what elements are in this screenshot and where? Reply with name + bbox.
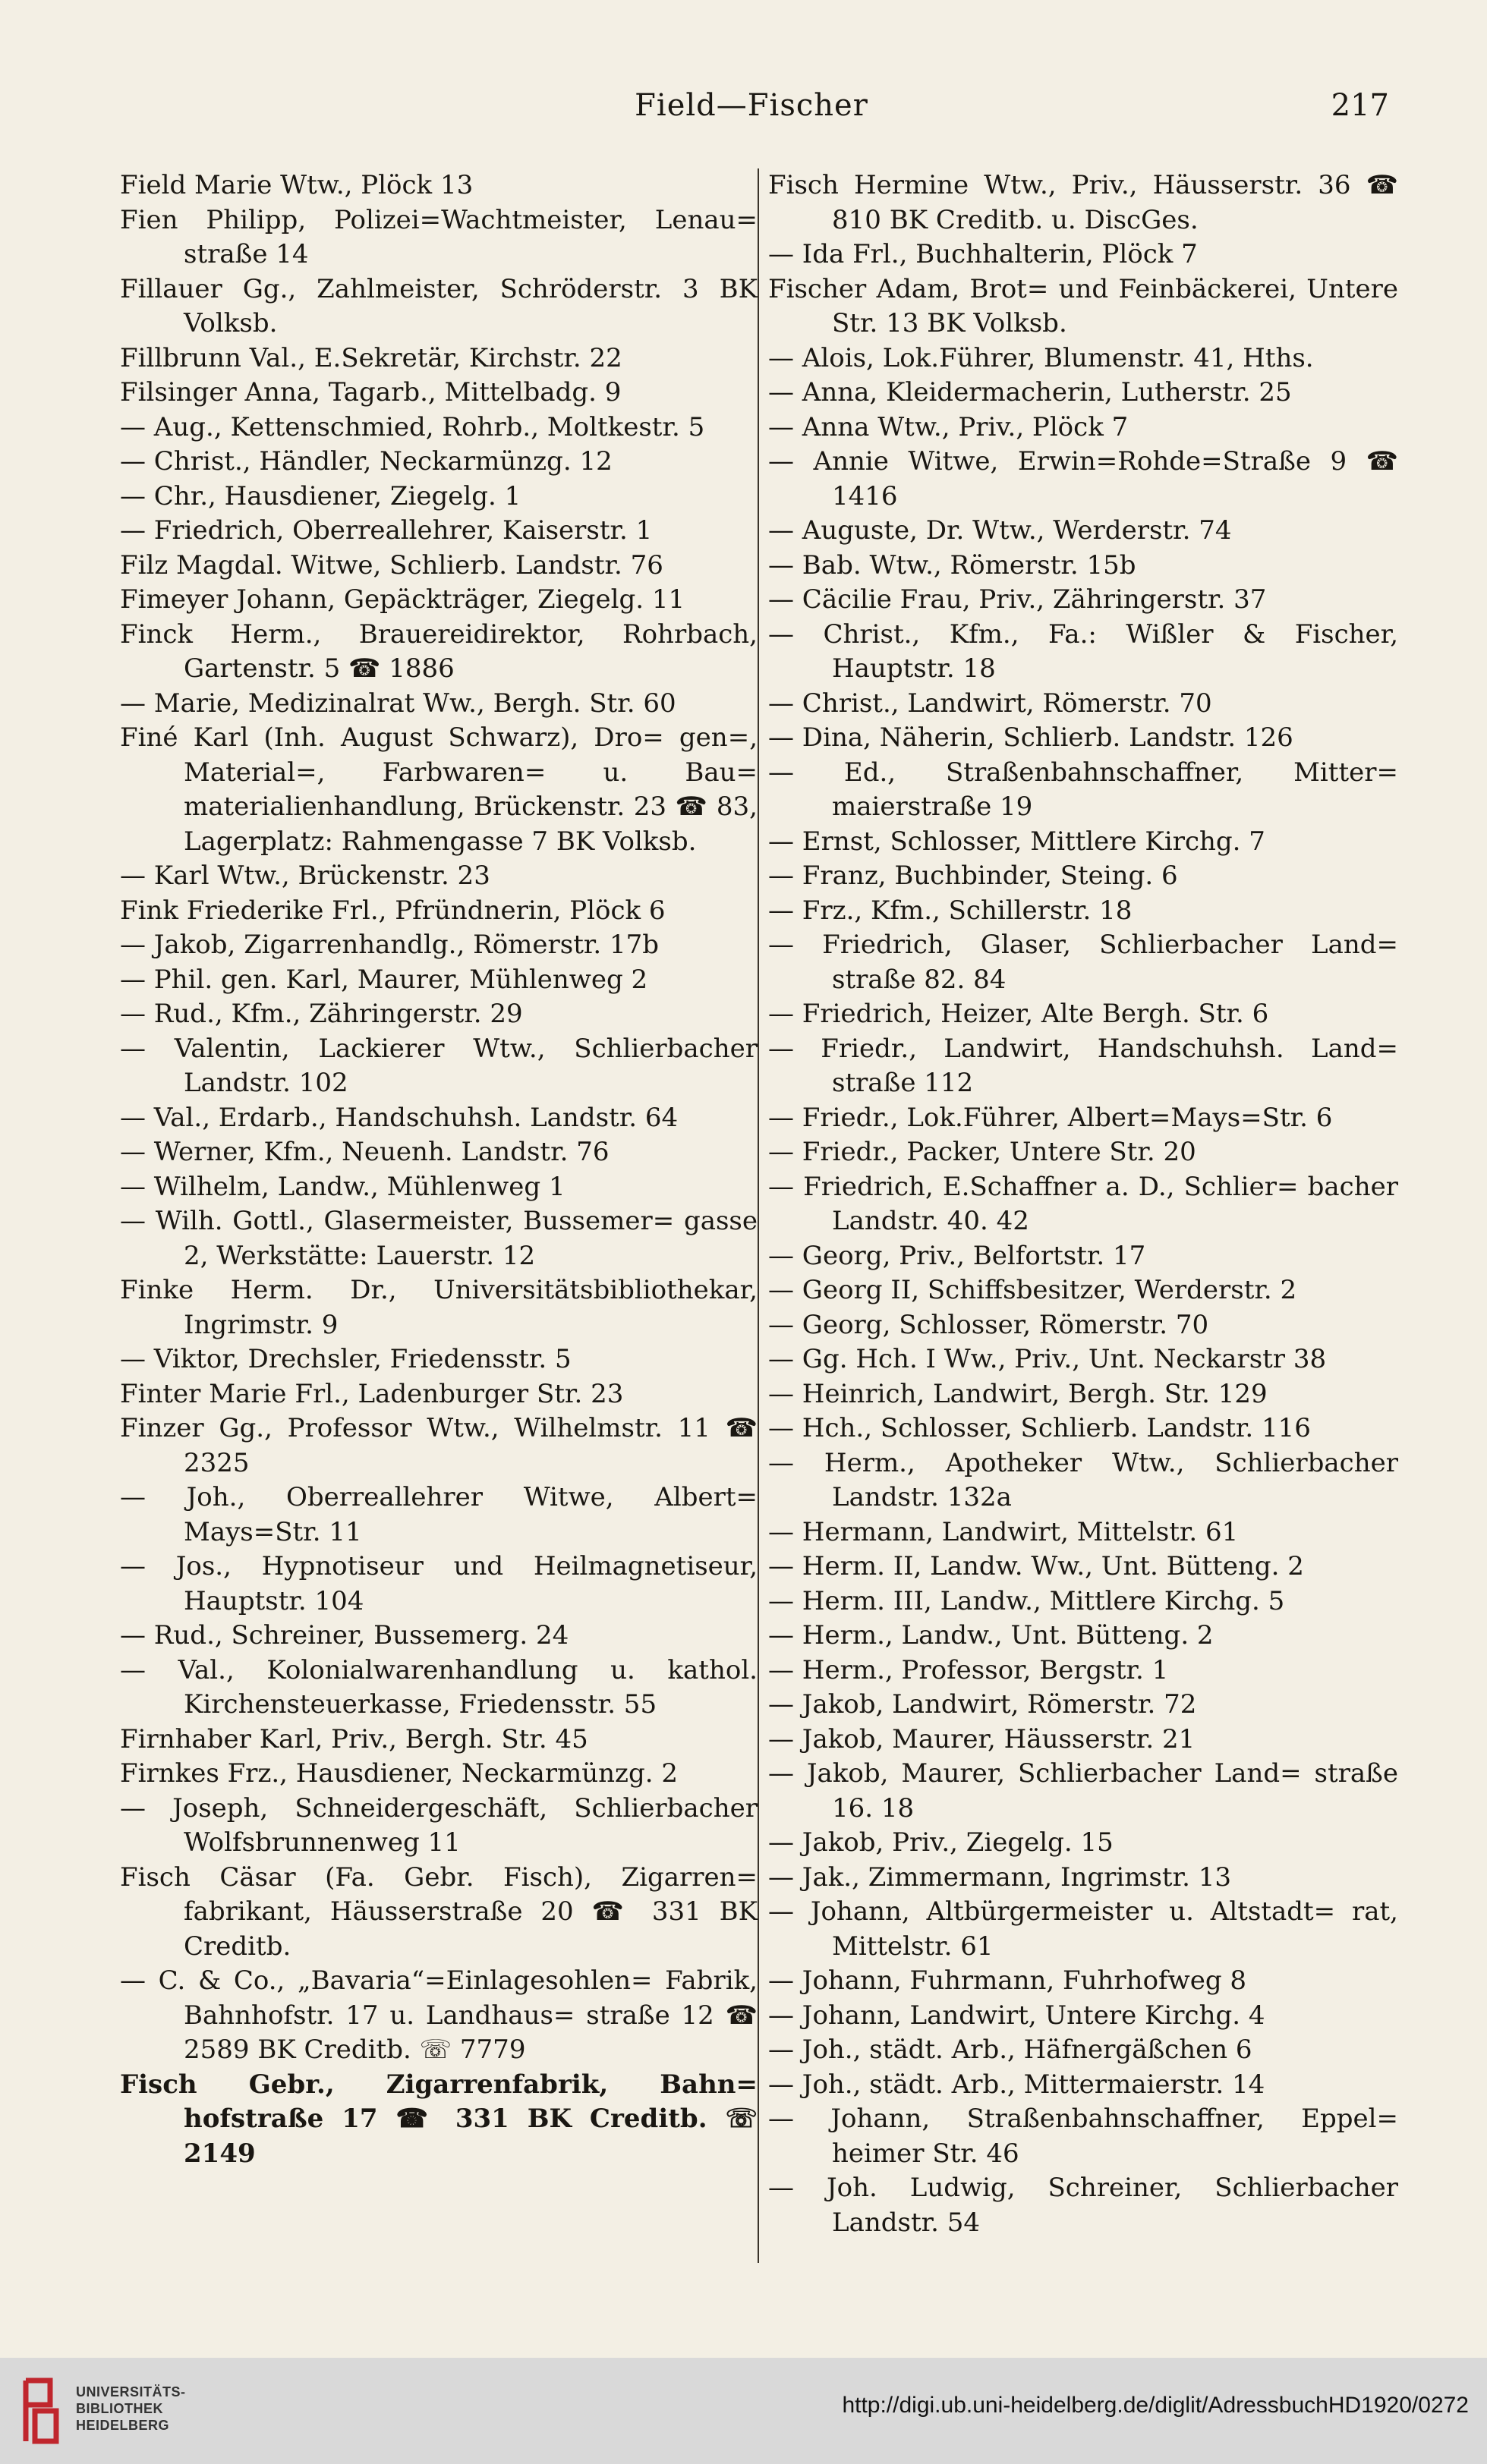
directory-entry: Finck Herm., Brauereidirektor, Rohrbach, Gartenstr. 5 ☎ 1886 bbox=[120, 618, 758, 684]
logo-line: BIBLIOTHEK bbox=[76, 2401, 163, 2416]
directory-entry: — Cäcilie Frau, Priv., Zähringerstr. 37 bbox=[768, 584, 1267, 615]
directory-entry: Filz Magdal. Witwe, Schlierb. Landstr. 76 bbox=[120, 549, 663, 581]
logo-line: HEIDELBERG bbox=[76, 2418, 170, 2433]
source-url[interactable]: http://digi.ub.uni-heidelberg.de/diglit/AdressbuchHD1920/0272 bbox=[842, 2393, 1469, 2418]
directory-entry: — Christ., Kfm., Fa.: Wißler & Fischer, Hauptstr. 18 bbox=[768, 618, 1398, 684]
directory-entry: — Joseph, Schneidergeschäft, Schlierbacher Wolfsbrunnenweg 11 bbox=[120, 1792, 758, 1858]
directory-entry: — Heinrich, Landwirt, Bergh. Str. 129 bbox=[768, 1378, 1268, 1409]
directory-entry: Filsinger Anna, Tagarb., Mittelbadg. 9 bbox=[120, 377, 622, 408]
directory-entry: Fien Philipp, Polizei=Wachtmeister, Lenau= straße 14 bbox=[120, 204, 758, 269]
directory-entry: — Herm., Apotheker Wtw., Schlierbacher Landstr. 132a bbox=[768, 1447, 1398, 1512]
directory-entry: — Johann, Altbürgermeister u. Altstadt= rat, Mittelstr. 61 bbox=[768, 1896, 1398, 1962]
directory-entry: — C. & Co., „Bavaria“=Einlagesohlen= Fabrik, Bahnhofstr. 17 u. Landhaus= straße 12 ☎ 2589 BK Creditb. ☏ 7779 bbox=[120, 1965, 758, 2065]
directory-entry: — Georg, Priv., Belfortstr. 17 bbox=[768, 1240, 1146, 1271]
directory-entry: Fillbrunn Val., E.Sekretär, Kirchstr. 22 bbox=[120, 342, 622, 373]
directory-entry: — Dina, Näherin, Schlierb. Landstr. 126 bbox=[768, 722, 1293, 753]
directory-entry: — Marie, Medizinalrat Ww., Bergh. Str. 60 bbox=[120, 688, 676, 719]
directory-entry: — Wilh. Gottl., Glasermeister, Bussemer= gasse 2, Werkstätte: Lauerstr. 12 bbox=[120, 1206, 758, 1271]
directory-entry: Finke Herm. Dr., Universitätsbibliothekar, Ingrimstr. 9 bbox=[120, 1275, 758, 1340]
directory-entry: — Johann, Straßenbahnschaffner, Eppel= heimer Str. 46 bbox=[768, 2104, 1398, 2169]
directory-entry: — Friedrich, Heizer, Alte Bergh. Str. 6 bbox=[768, 999, 1269, 1029]
directory-entry: — Jakob, Landwirt, Römerstr. 72 bbox=[768, 1689, 1197, 1720]
page-number: 217 bbox=[1331, 88, 1389, 123]
directory-entry: — Annie Witwe, Erwin=Rohde=Straße 9 ☎ 1416 bbox=[768, 446, 1398, 511]
directory-entry: Firnhaber Karl, Priv., Bergh. Str. 45 bbox=[120, 1723, 588, 1754]
page-header bbox=[114, 85, 1389, 131]
directory-entry: Fischer Adam, Brot= und Feinbäckerei, Untere Str. 13 BK Volksb. bbox=[768, 273, 1398, 338]
directory-entry: Finter Marie Frl., Ladenburger Str. 23 bbox=[120, 1378, 624, 1409]
logo-line: UNIVERSITÄTS- bbox=[76, 2384, 186, 2399]
directory-entry: Fisch Hermine Wtw., Priv., Häusserstr. 36 ☎ 810 BK Creditb. u. DiscGes. bbox=[768, 170, 1398, 235]
directory-entry: — Val., Kolonialwarenhandlung u. kathol. Kirchensteuerkasse, Friedensstr. 55 bbox=[120, 1654, 758, 1720]
directory-entry: — Jakob, Priv., Ziegelg. 15 bbox=[768, 1827, 1114, 1858]
directory-entry: — Friedr., Lok.Führer, Albert=Mays=Str. 6 bbox=[768, 1102, 1333, 1133]
directory-entry: — Werner, Kfm., Neuenh. Landstr. 76 bbox=[120, 1137, 610, 1167]
directory-entry: — Joh., städt. Arb., Mittermaierstr. 14 bbox=[768, 2069, 1265, 2100]
directory-entry: — Friedrich, E.Schaffner a. D., Schlier= bacher Landstr. 40. 42 bbox=[768, 1171, 1398, 1236]
running-head: Field—Fischer bbox=[635, 88, 868, 123]
directory-entry: — Valentin, Lackierer Wtw., Schlierbacher Landstr. 102 bbox=[120, 1033, 758, 1098]
directory-entry: — Jakob, Zigarrenhandlg., Römerstr. 17b bbox=[120, 930, 660, 960]
directory-entry: Finzer Gg., Professor Wtw., Wilhelmstr. 11 ☎ 2325 bbox=[120, 1413, 758, 1478]
directory-entry: — Karl Wtw., Brückenstr. 23 bbox=[120, 861, 490, 891]
directory-entry: — Frz., Kfm., Schillerstr. 18 bbox=[768, 895, 1133, 926]
directory-entry: Finé Karl (Inh. August Schwarz), Dro= gen=, Material=, Farbwaren= u. Bau= materialienhandlung, Brückenstr. 23 ☎ 83, Lagerplatz: Rahmengasse 7 BK Volksb. bbox=[120, 722, 758, 857]
directory-entry: Fisch Cäsar (Fa. Gebr. Fisch), Zigarren= fabrikant, Häusserstraße 20 ☎ 331 BK Creditb. bbox=[120, 1861, 758, 1962]
directory-entry: — Herm. II, Landw. Ww., Unt. Bütteng. 2 bbox=[768, 1551, 1304, 1581]
directory-entry: — Herm. III, Landw., Mittlere Kirchg. 5 bbox=[768, 1585, 1285, 1616]
directory-entry: — Ida Frl., Buchhalterin, Plöck 7 bbox=[768, 239, 1198, 269]
directory-entry: Fisch Gebr., Zigarrenfabrik, Bahn= hofstraße 17 ☎ 331 BK Creditb. ☏ 2149 bbox=[120, 2069, 758, 2169]
directory-entry: — Friedr., Landwirt, Handschuhsh. Land= straße 112 bbox=[768, 1033, 1398, 1098]
directory-entry: — Johann, Fuhrmann, Fuhrhofweg 8 bbox=[768, 1965, 1247, 1996]
right-column bbox=[768, 168, 1398, 2240]
directory-entry: — Val., Erdarb., Handschuhsh. Landstr. 64 bbox=[120, 1102, 679, 1133]
directory-entry: — Aug., Kettenschmied, Rohrb., Moltkestr. 5 bbox=[120, 411, 705, 442]
directory-entry: Firnkes Frz., Hausdiener, Neckarmünzg. 2 bbox=[120, 1758, 678, 1789]
directory-entry: — Christ., Landwirt, Römerstr. 70 bbox=[768, 688, 1212, 719]
directory-entry: — Friedrich, Glaser, Schlierbacher Land= straße 82. 84 bbox=[768, 930, 1398, 995]
directory-entry: — Herm., Landw., Unt. Bütteng. 2 bbox=[768, 1620, 1214, 1651]
directory-entry: — Friedr., Packer, Untere Str. 20 bbox=[768, 1137, 1196, 1167]
directory-entry: — Jakob, Maurer, Häusserstr. 21 bbox=[768, 1723, 1196, 1754]
directory-entry: — Ernst, Schlosser, Mittlere Kirchg. 7 bbox=[768, 826, 1265, 857]
directory-entry: — Rud., Schreiner, Bussemerg. 24 bbox=[120, 1620, 569, 1651]
directory-entry: Fink Friederike Frl., Pfründnerin, Plöck 6 bbox=[120, 895, 666, 926]
left-column bbox=[120, 168, 758, 2171]
directory-entry: — Joh. Ludwig, Schreiner, Schlierbacher Landstr. 54 bbox=[768, 2173, 1398, 2238]
directory-entry: — Viktor, Drechsler, Friedensstr. 5 bbox=[120, 1344, 572, 1374]
directory-entry: — Chr., Hausdiener, Ziegelg. 1 bbox=[120, 480, 521, 511]
directory-entry: — Ed., Straßenbahnschaffner, Mitter= maierstraße 19 bbox=[768, 757, 1398, 822]
directory-entry: — Jak., Zimmermann, Ingrimstr. 13 bbox=[768, 1861, 1231, 1893]
directory-entry: — Jos., Hypnotiseur und Heilmagnetiseur, Hauptstr. 104 bbox=[120, 1551, 758, 1616]
directory-entry: — Anna Wtw., Priv., Plöck 7 bbox=[768, 411, 1129, 442]
directory-entry: — Wilhelm, Landw., Mühlenweg 1 bbox=[120, 1171, 566, 1202]
directory-entry: — Johann, Landwirt, Untere Kirchg. 4 bbox=[768, 2000, 1265, 2031]
library-logo-icon bbox=[20, 2374, 62, 2447]
directory-entry: — Georg II, Schiffsbesitzer, Werderstr. 2 bbox=[768, 1275, 1297, 1305]
directory-entry: — Jakob, Maurer, Schlierbacher Land= straße 16. 18 bbox=[768, 1758, 1398, 1824]
directory-entry: — Herm., Professor, Bergstr. 1 bbox=[768, 1654, 1169, 1685]
directory-entry: — Phil. gen. Karl, Maurer, Mühlenweg 2 bbox=[120, 964, 648, 995]
directory-entry: — Georg, Schlosser, Römerstr. 70 bbox=[768, 1309, 1209, 1340]
column-divider bbox=[758, 168, 759, 2263]
directory-entry: — Anna, Kleidermacherin, Lutherstr. 25 bbox=[768, 377, 1292, 408]
directory-entry: Fillauer Gg., Zahlmeister, Schröderstr. 3 BK Volksb. bbox=[120, 273, 758, 338]
directory-entry: — Christ., Händler, Neckarmünzg. 12 bbox=[120, 446, 613, 477]
directory-entry: — Friedrich, Oberreallehrer, Kaiserstr. 1 bbox=[120, 515, 653, 546]
directory-entry: Fimeyer Johann, Gepäckträger, Ziegelg. 11 bbox=[120, 584, 685, 615]
directory-entry: — Bab. Wtw., Römerstr. 15b bbox=[768, 549, 1136, 581]
directory-entry: — Franz, Buchbinder, Steing. 6 bbox=[768, 861, 1178, 891]
footer-bar bbox=[0, 2358, 1487, 2464]
directory-entry: — Auguste, Dr. Wtw., Werderstr. 74 bbox=[768, 515, 1232, 546]
directory-entry: — Hch., Schlosser, Schlierb. Landstr. 116 bbox=[768, 1413, 1311, 1443]
directory-entry: — Gg. Hch. I Ww., Priv., Unt. Neckarstr 38 bbox=[768, 1344, 1327, 1374]
directory-entry: — Joh., Oberreallehrer Witwe, Albert= Mays=Str. 11 bbox=[120, 1482, 758, 1547]
library-logo-text bbox=[76, 2384, 228, 2434]
directory-entry: — Joh., städt. Arb., Häfnergäßchen 6 bbox=[768, 2034, 1252, 2065]
directory-entry: — Rud., Kfm., Zähringerstr. 29 bbox=[120, 999, 523, 1029]
directory-entry: — Hermann, Landwirt, Mittelstr. 61 bbox=[768, 1516, 1239, 1547]
directory-entry: Field Marie Wtw., Plöck 13 bbox=[120, 170, 474, 200]
directory-entry: — Alois, Lok.Führer, Blumenstr. 41, Hths. bbox=[768, 342, 1314, 373]
